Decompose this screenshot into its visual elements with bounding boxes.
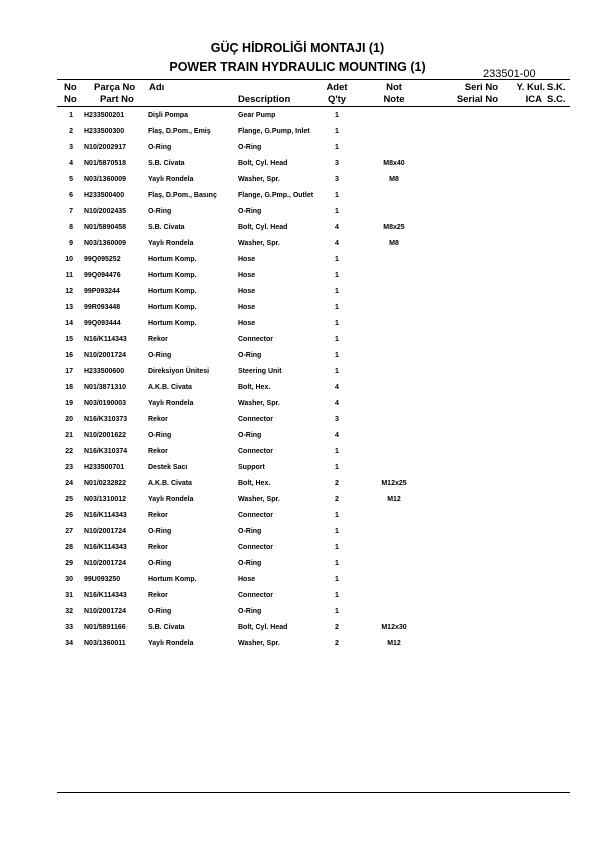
part-description: Hose [238,576,256,583]
part-name-tr: Yaylı Rondela [148,496,194,503]
part-description: O-Ring [238,528,262,535]
quantity: 1 [335,608,339,615]
part-description: Hose [238,272,256,279]
header-ica: ICA [525,94,542,105]
quantity: 1 [335,352,339,359]
quantity: 1 [335,112,339,119]
table-row [0,572,595,588]
row-number: 18 [65,384,73,391]
row-number: 5 [69,176,73,183]
quantity: 2 [335,640,339,647]
part-description: O-Ring [238,208,262,215]
quantity: 1 [335,368,339,375]
quantity: 1 [335,256,339,263]
part-description: Hose [238,304,256,311]
part-name-tr: Yaylı Rondela [148,640,194,647]
table-row [0,268,595,284]
part-name-tr: Flaş, D.Pom., Emiş [148,128,211,135]
note: M8x40 [383,160,405,167]
part-name-tr: Dişli Pompa [148,112,189,119]
table-row [0,364,595,380]
part-name-tr: Flaş, D.Pom., Basınç [148,192,217,199]
part-description: Connector [238,512,273,519]
part-description: Support [238,464,265,471]
row-number: 1 [69,112,73,119]
row-number: 14 [65,320,73,327]
part-description: Connector [238,336,273,343]
part-number: N10/2001724 [84,528,127,535]
table-row [0,412,595,428]
header-sc: S.C. [547,94,566,105]
table-row [0,284,595,300]
footer-rule [57,792,570,793]
header-qty-en: Q'ty [327,94,347,105]
header-name-tr: Adı [149,82,165,93]
table-row [0,444,595,460]
table-row [0,476,595,492]
header-ykul: Y. Kul. [516,82,545,93]
part-description: Bolt, Hex. [238,384,271,391]
part-description: O-Ring [238,144,262,151]
part-description: O-Ring [238,352,262,359]
part-name-tr: Hortum Komp. [148,272,197,279]
part-number: N03/1310012 [84,496,127,503]
part-description: Flange, G.Pump, Inlet [238,128,310,135]
note: M8x25 [383,224,405,231]
row-number: 19 [65,400,73,407]
part-name-tr: O-Ring [148,208,172,215]
quantity: 1 [335,144,339,151]
quantity: 4 [335,432,339,439]
quantity: 1 [335,128,339,135]
quantity: 1 [335,304,339,311]
part-name-tr: O-Ring [148,432,172,439]
part-number: 99P093244 [84,288,120,295]
part-name-tr: A.K.B. Civata [148,480,192,487]
part-description: Bolt, Cyl. Head [238,224,288,231]
part-description: Washer, Spr. [238,240,280,247]
part-number: N01/0232822 [84,480,127,487]
quantity: 1 [335,528,339,535]
table-row [0,220,595,236]
row-number: 13 [65,304,73,311]
part-name-tr: O-Ring [148,560,172,567]
header-serial-tr: Seri No [464,82,498,93]
part-description: Bolt, Cyl. Head [238,624,288,631]
part-number: N10/2002435 [84,208,127,215]
quantity: 1 [335,336,339,343]
table-row [0,140,595,156]
quantity: 1 [335,208,339,215]
part-number: N16/K114343 [84,592,127,599]
part-name-tr: A.K.B. Civata [148,384,192,391]
part-name-tr: Hortum Komp. [148,576,197,583]
parts-table-body [0,108,595,652]
header-top-rule [57,79,570,80]
part-description: Hose [238,288,256,295]
part-number: N10/2001724 [84,560,127,567]
table-row [0,108,595,124]
table-row [0,300,595,316]
row-number: 31 [65,592,73,599]
part-number: 99R093448 [84,304,121,311]
quantity: 1 [335,544,339,551]
part-number: 99U093250 [84,576,121,583]
row-number: 17 [65,368,73,375]
table-row [0,124,595,140]
quantity: 1 [335,560,339,567]
part-name-tr: Destek Sacı [148,464,188,471]
part-name-tr: Hortum Komp. [148,256,197,263]
row-number: 11 [65,272,73,279]
row-number: 6 [69,192,73,199]
table-row [0,460,595,476]
part-number: N03/1360009 [84,176,127,183]
part-description: Connector [238,592,273,599]
quantity: 1 [335,512,339,519]
part-name-tr: Rekor [148,512,168,519]
part-number: N10/2001724 [84,608,127,615]
part-number: N01/5890458 [84,224,127,231]
quantity: 4 [335,240,339,247]
table-row [0,188,595,204]
header-note-en: Note [383,94,405,105]
part-number: H233500400 [84,192,125,199]
table-row [0,588,595,604]
part-description: Hose [238,320,256,327]
table-row [0,540,595,556]
header-part-tr: Parça No [94,82,136,93]
row-number: 33 [65,624,73,631]
row-number: 7 [69,208,73,215]
part-description: O-Ring [238,560,262,567]
table-row [0,156,595,172]
note: M8 [389,240,399,247]
header-part-en: Part No [100,94,134,105]
document-number: 233501-00 [483,68,536,80]
title-english: POWER TRAIN HYDRAULIC MOUNTING (1) [169,60,426,74]
table-row [0,604,595,620]
part-description: Washer, Spr. [238,640,280,647]
table-row [0,380,595,396]
quantity: 4 [335,384,339,391]
part-name-tr: Rekor [148,544,168,551]
part-number: N16/K114343 [84,512,127,519]
quantity: 1 [335,576,339,583]
quantity: 2 [335,624,339,631]
part-number: N16/K114343 [84,544,127,551]
part-name-tr: Yaylı Rondela [148,240,194,247]
part-name-tr: S.B. Civata [148,160,185,167]
row-number: 21 [65,432,73,439]
part-name-tr: S.B. Civata [148,224,185,231]
note: M12x30 [381,624,407,631]
row-number: 20 [65,416,73,423]
part-name-tr: Hortum Komp. [148,288,197,295]
part-name-tr: Rekor [148,448,168,455]
part-description: Bolt, Cyl. Head [238,160,288,167]
part-name-tr: Yaylı Rondela [148,176,194,183]
quantity: 3 [335,176,339,183]
row-number: 9 [69,240,73,247]
part-name-tr: Hortum Komp. [148,304,197,311]
part-description: Connector [238,448,273,455]
part-description: Flange, G.Pmp., Outlet [238,192,314,199]
part-description: Hose [238,256,256,263]
row-number: 27 [65,528,73,535]
part-number: N03/1360011 [84,640,126,647]
quantity: 2 [335,496,339,503]
row-number: 23 [65,464,73,471]
header-no-tr: No [64,82,77,93]
quantity: 1 [335,448,339,455]
row-number: 30 [65,576,73,583]
header-qty-tr: Adet [326,82,348,93]
part-number: N03/1360009 [84,240,127,247]
part-number: 99Q093444 [84,320,121,327]
row-number: 2 [69,128,73,135]
part-name-tr: Hortum Komp. [148,320,197,327]
row-number: 24 [65,480,73,487]
note: M12 [387,640,401,647]
part-name-tr: O-Ring [148,608,172,615]
quantity: 1 [335,464,339,471]
quantity: 1 [335,320,339,327]
part-name-tr: O-Ring [148,144,172,151]
part-name-tr: O-Ring [148,352,172,359]
row-number: 10 [65,256,73,263]
part-number: N16/K114343 [84,336,127,343]
quantity: 3 [335,160,339,167]
row-number: 28 [65,544,73,551]
part-number: N16/K310374 [84,448,128,455]
part-description: Connector [238,544,273,551]
table-row [0,204,595,220]
quantity: 4 [335,400,339,407]
part-number: N10/2002917 [84,144,127,151]
table-row [0,172,595,188]
header-no-en: No [64,94,77,105]
header-bottom-rule [57,106,570,107]
row-number: 32 [65,608,73,615]
part-number: H233500600 [84,368,125,375]
part-name-tr: Yaylı Rondela [148,400,194,407]
part-name-tr: Rekor [148,416,168,423]
title-turkish: GÜÇ HİDROLİĞİ MONTAJI (1) [210,41,385,55]
part-description: O-Ring [238,608,262,615]
part-description: Washer, Spr. [238,496,280,503]
row-number: 8 [69,224,73,231]
table-row [0,316,595,332]
note: M12x25 [381,480,407,487]
table-row [0,524,595,540]
quantity: 1 [335,288,339,295]
part-number: 99Q094476 [84,272,121,279]
part-number: N10/2001724 [84,352,127,359]
header-sk: S.K. [547,82,566,93]
table-row [0,492,595,508]
part-number: H233500300 [84,128,125,135]
table-row [0,508,595,524]
part-name-tr: Direksiyon Ünitesi [148,368,210,375]
part-description: Washer, Spr. [238,400,280,407]
part-description: Bolt, Hex. [238,480,271,487]
row-number: 22 [65,448,73,455]
part-description: O-Ring [238,432,262,439]
quantity: 1 [335,192,339,199]
table-row [0,252,595,268]
table-row [0,348,595,364]
quantity: 2 [335,480,339,487]
row-number: 12 [65,288,73,295]
table-row [0,556,595,572]
part-number: N01/5870518 [84,160,127,167]
row-number: 16 [65,352,73,359]
part-name-tr: Rekor [148,336,168,343]
header-description-en: Description [238,94,291,105]
row-number: 4 [69,160,73,167]
header-note-tr: Not [386,82,402,93]
table-row [0,620,595,636]
table-row [0,332,595,348]
table-row [0,428,595,444]
quantity: 1 [335,272,339,279]
row-number: 29 [65,560,73,567]
quantity: 3 [335,416,339,423]
part-number: N03/0190003 [84,400,127,407]
note: M12 [387,496,401,503]
part-description: Gear Pump [238,112,276,119]
part-number: N01/5891166 [84,624,126,631]
part-number: N16/K310373 [84,416,128,423]
part-name-tr: Rekor [148,592,168,599]
table-row [0,236,595,252]
part-number: H233500701 [84,464,125,471]
header-serial-en: Serial No [456,94,498,105]
row-number: 26 [65,512,73,519]
part-description: Connector [238,416,273,423]
quantity: 1 [335,592,339,599]
row-number: 34 [65,640,73,647]
part-number: 99Q095252 [84,256,121,263]
row-number: 15 [65,336,73,343]
table-row [0,396,595,412]
part-number: N01/3871310 [84,384,127,391]
part-description: Washer, Spr. [238,176,280,183]
part-name-tr: O-Ring [148,528,172,535]
row-number: 25 [65,496,73,503]
part-name-tr: S.B. Civata [148,624,185,631]
quantity: 4 [335,224,339,231]
part-number: H233500201 [84,112,125,119]
row-number: 3 [69,144,73,151]
part-number: N10/2001622 [84,432,127,439]
note: M8 [389,176,399,183]
table-row [0,636,595,652]
part-description: Steering Unit [238,368,282,375]
